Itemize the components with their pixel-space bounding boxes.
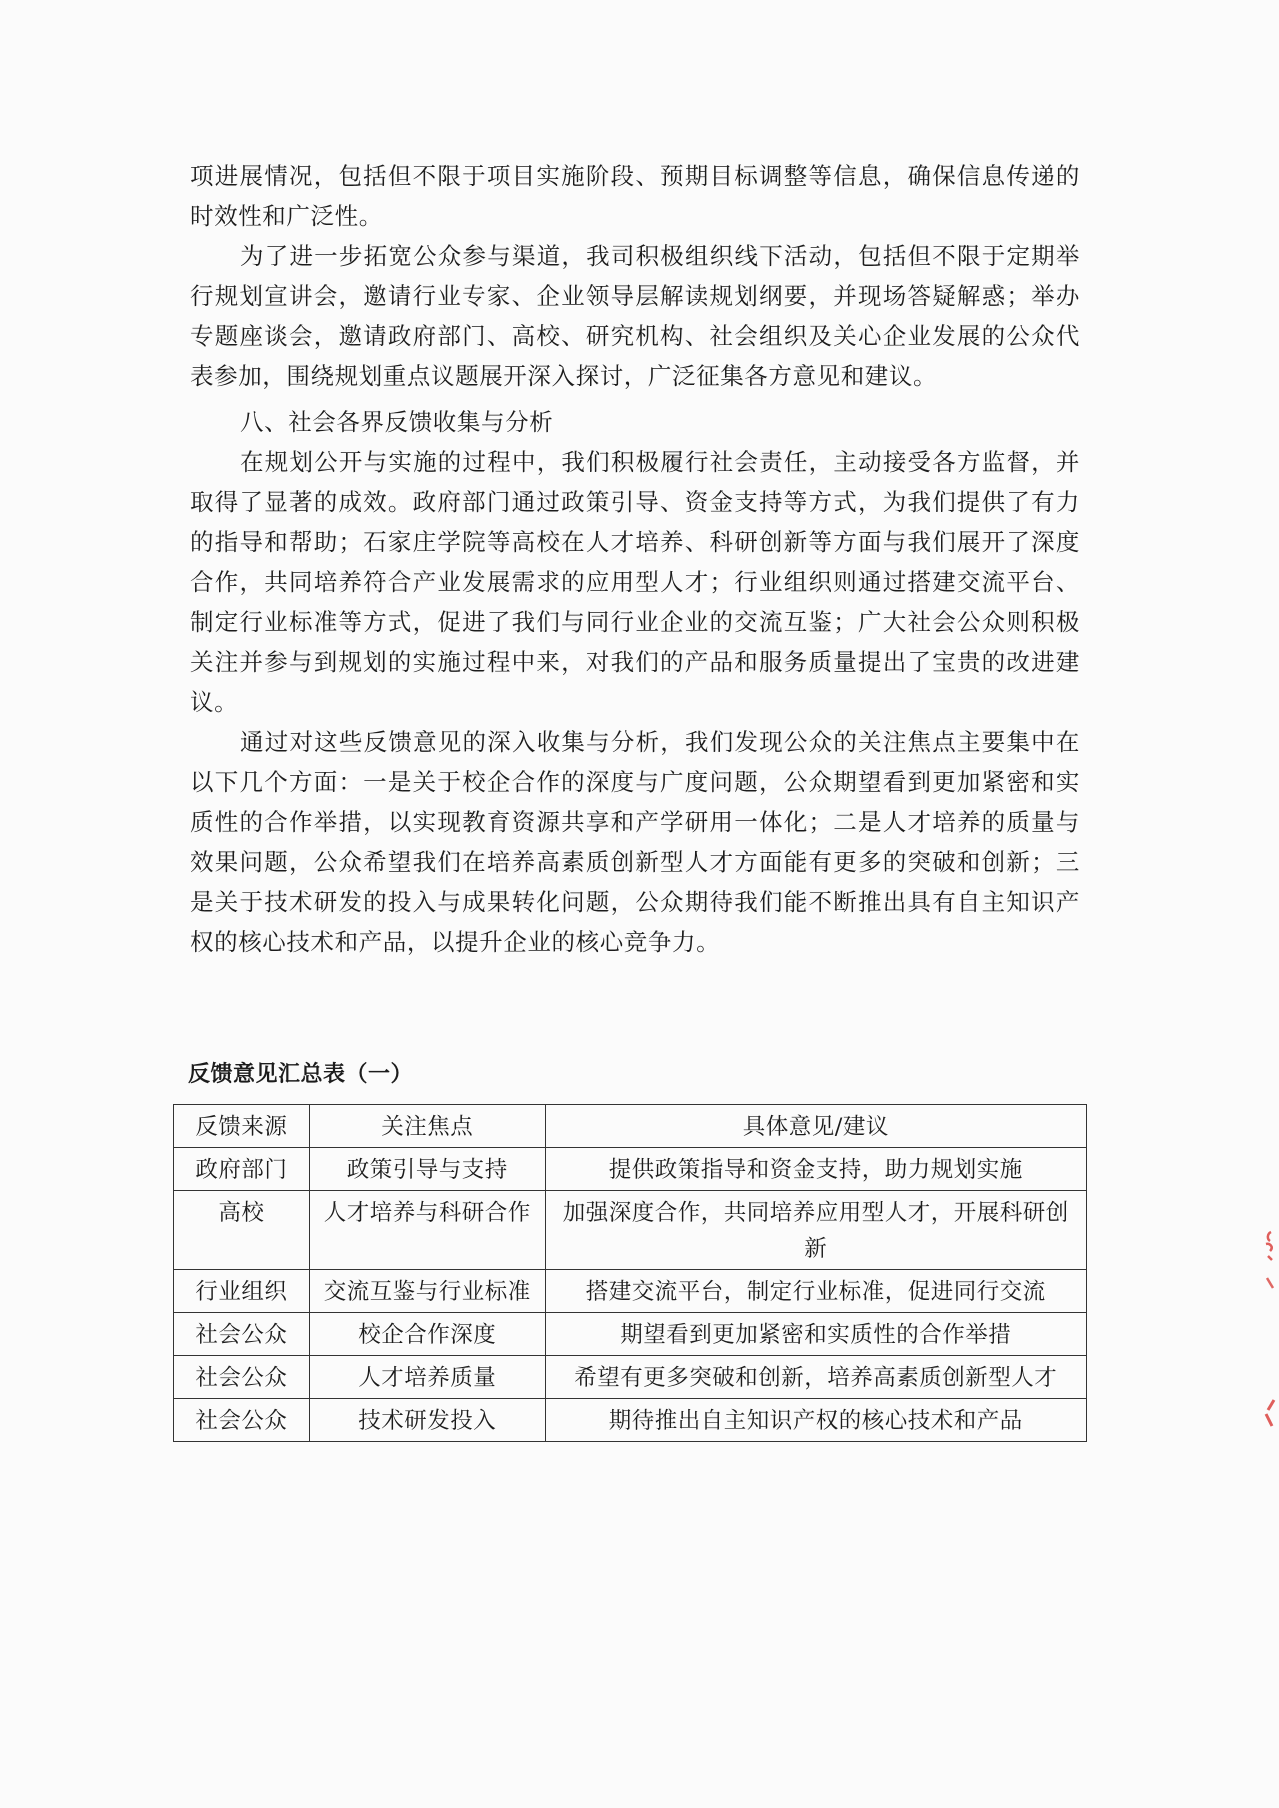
header-focus: 关注焦点 [309, 1105, 545, 1148]
seal-stamp-fragment [1262, 1230, 1279, 1430]
table-row [174, 1313, 1087, 1356]
paragraph-continued: 项进展情况，包括但不限于项目实施阶段、预期目标调整等信息，确保信息传递的时效性和广泛性。 [190, 162, 1080, 230]
cell-source: 政府部门 [174, 1148, 310, 1191]
paragraph-feedback-overview: 在规划公开与实施的过程中，我们积极履行社会责任，主动接受各方监督，并取得了显著的成效。政府部门通过政策引导、资金支持等方式，为我们提供了有力的指导和帮助；石家庄学院等高校在人才培养、科研创新等方面与我们展开了深度合作，共同培养符合产业发展需求的应用型人才；行业组织则通过搭建交流平台、制定行业标准等方式，促进了我们与同行业企业的交流互鉴；广大社会公众则积极关注并参与到规划的实施过程中来，对我们的产品和服务质量提出了宝贵的改进建议。 [190, 448, 1080, 716]
header-source: 反馈来源 [174, 1105, 310, 1148]
table-row [174, 1148, 1087, 1191]
cell-source: 社会公众 [174, 1356, 310, 1399]
cell-focus: 校企合作深度 [309, 1313, 545, 1356]
table-caption: 反馈意见汇总表（一） [188, 1061, 414, 1087]
table-row [174, 1356, 1087, 1399]
cell-focus: 政策引导与支持 [309, 1148, 545, 1191]
cell-source: 社会公众 [174, 1399, 310, 1442]
cell-focus: 人才培养与科研合作 [309, 1191, 545, 1270]
cell-suggestion: 期待推出自主知识产权的核心技术和产品 [545, 1399, 1086, 1442]
cell-suggestion: 搭建交流平台，制定行业标准，促进同行交流 [545, 1270, 1086, 1313]
table-row [174, 1270, 1087, 1313]
cell-source: 行业组织 [174, 1270, 310, 1313]
cell-focus: 技术研发投入 [309, 1399, 545, 1442]
cell-focus: 交流互鉴与行业标准 [309, 1270, 545, 1313]
section-heading: 八、社会各界反馈收集与分析 [240, 408, 554, 436]
cell-suggestion: 加强深度合作，共同培养应用型人才，开展科研创新 [545, 1191, 1086, 1270]
table-row [174, 1399, 1087, 1442]
cell-suggestion: 提供政策指导和资金支持，助力规划实施 [545, 1148, 1086, 1191]
cell-source: 高校 [174, 1191, 310, 1270]
cell-suggestion: 期望看到更加紧密和实质性的合作举措 [545, 1313, 1086, 1356]
cell-suggestion: 希望有更多突破和创新，培养高素质创新型人才 [545, 1356, 1086, 1399]
cell-focus: 人才培养质量 [309, 1356, 545, 1399]
paragraph-feedback-analysis: 通过对这些反馈意见的深入收集与分析，我们发现公众的关注焦点主要集中在以下几个方面：一是关于校企合作的深度与广度问题，公众期望看到更加紧密和实质性的合作举措，以实现教育资源共享和产学研用一体化；二是人才培养的质量与效果问题，公众希望我们在培养高素质创新型人才方面能有更多的突破和创新；三是关于技术研发的投入与成果转化问题，公众期待我们能不断推出具有自主知识产权的核心技术和产品，以提升企业的核心竞争力。 [190, 728, 1080, 956]
paragraph-offline-activities: 为了进一步拓宽公众参与渠道，我司积极组织线下活动，包括但不限于定期举行规划宣讲会，邀请行业专家、企业领导层解读规划纲要，并现场答疑解惑；举办专题座谈会，邀请政府部门、高校、研究机构、社会组织及关心企业发展的公众代表参加，围绕规划重点议题展开深入探讨，广泛征集各方意见和建议。 [190, 242, 1080, 390]
table-row [174, 1191, 1087, 1270]
body-text [190, 156, 1080, 962]
cell-source: 社会公众 [174, 1313, 310, 1356]
table-header-row [174, 1105, 1087, 1148]
feedback-summary-table [173, 1104, 1087, 1442]
header-suggestion: 具体意见/建议 [545, 1105, 1086, 1148]
